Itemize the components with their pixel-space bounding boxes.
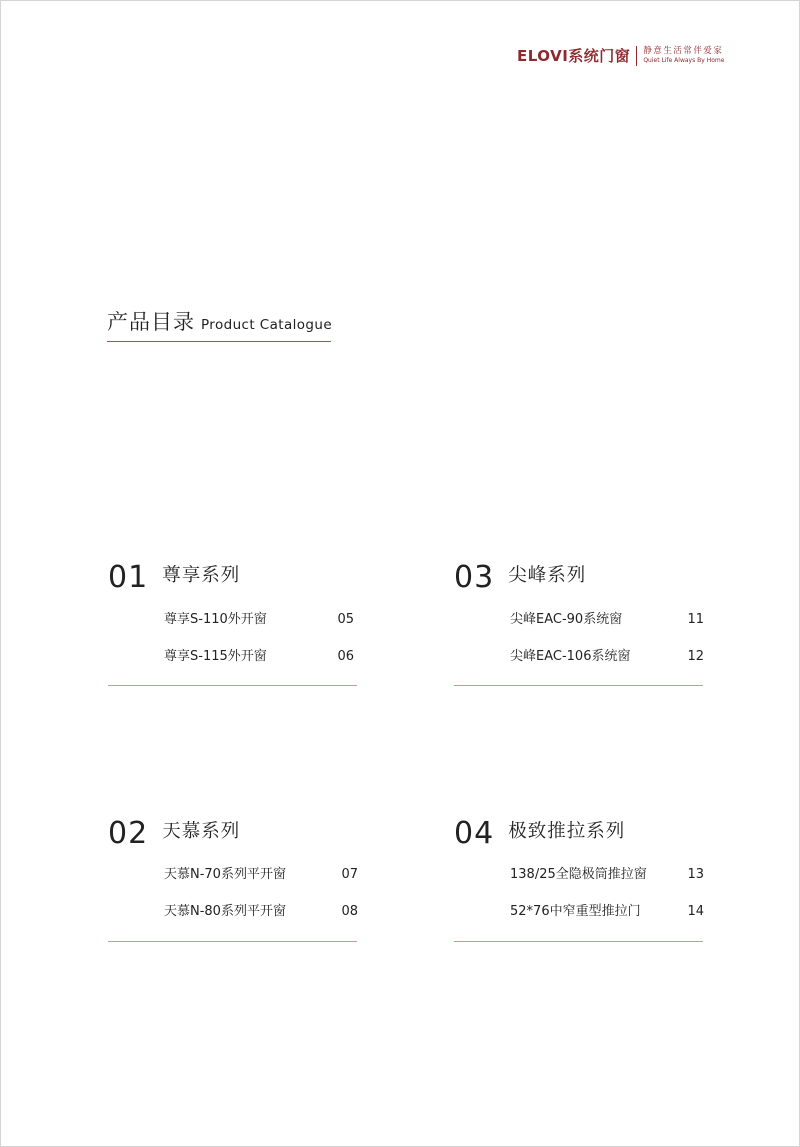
toc-item[interactable]: 天慕N-70系列平开窗	[164, 867, 286, 882]
brand-slogan-en: Quiet Life Always By Home	[643, 57, 725, 65]
series-number: 04	[454, 816, 495, 851]
brand-header	[517, 45, 724, 66]
series-heading	[108, 560, 241, 595]
series-divider	[108, 941, 357, 942]
brand-tagline	[643, 47, 724, 65]
toc-item[interactable]: 138/25全隐极筒推拉窗	[510, 867, 647, 882]
catalogue-title	[107, 306, 332, 336]
brand-divider	[636, 46, 637, 66]
toc-page-number: 14	[687, 904, 704, 919]
series-number: 02	[108, 816, 149, 851]
series-divider	[108, 685, 357, 686]
toc-item[interactable]: 天慕N-80系列平开窗	[164, 904, 286, 919]
toc-page-number: 05	[337, 612, 354, 627]
toc-item[interactable]: 尊享S-110外开窗	[164, 612, 267, 627]
series-block-04	[454, 816, 704, 949]
toc-page-number: 08	[341, 904, 358, 919]
series-name: 尊享系列	[162, 565, 241, 586]
toc-page-number: 06	[337, 649, 354, 664]
series-name: 尖峰系列	[508, 565, 587, 586]
title-underline	[107, 341, 331, 342]
series-name: 极致推拉系列	[508, 821, 626, 842]
series-heading	[108, 816, 241, 851]
catalogue-title-cn: 产品目录	[107, 310, 195, 334]
toc-page-number: 07	[341, 867, 358, 882]
brand-name: ELOVI系统门窗	[517, 47, 631, 65]
toc-page-number: 13	[687, 867, 704, 882]
series-name: 天慕系列	[162, 821, 241, 842]
series-heading	[454, 560, 587, 595]
toc-item[interactable]: 尊享S-115外开窗	[164, 649, 267, 664]
series-block-03	[454, 560, 704, 693]
catalogue-title-en: Product Catalogue	[201, 317, 333, 333]
toc-page-number: 12	[687, 649, 704, 664]
series-block-02	[108, 816, 358, 949]
series-divider	[454, 941, 703, 942]
toc-item[interactable]: 尖峰EAC-90系统窗	[510, 612, 623, 627]
series-divider	[454, 685, 703, 686]
series-number: 03	[454, 560, 495, 595]
toc-item[interactable]: 尖峰EAC-106系统窗	[510, 649, 631, 664]
series-block-01	[108, 560, 358, 693]
brand-slogan-cn: 静意生活常伴爱家	[643, 45, 724, 56]
toc-page-number: 11	[687, 612, 704, 627]
series-number: 01	[108, 560, 149, 595]
series-heading	[454, 816, 626, 851]
toc-item[interactable]: 52*76中窄重型推拉门	[510, 904, 641, 919]
